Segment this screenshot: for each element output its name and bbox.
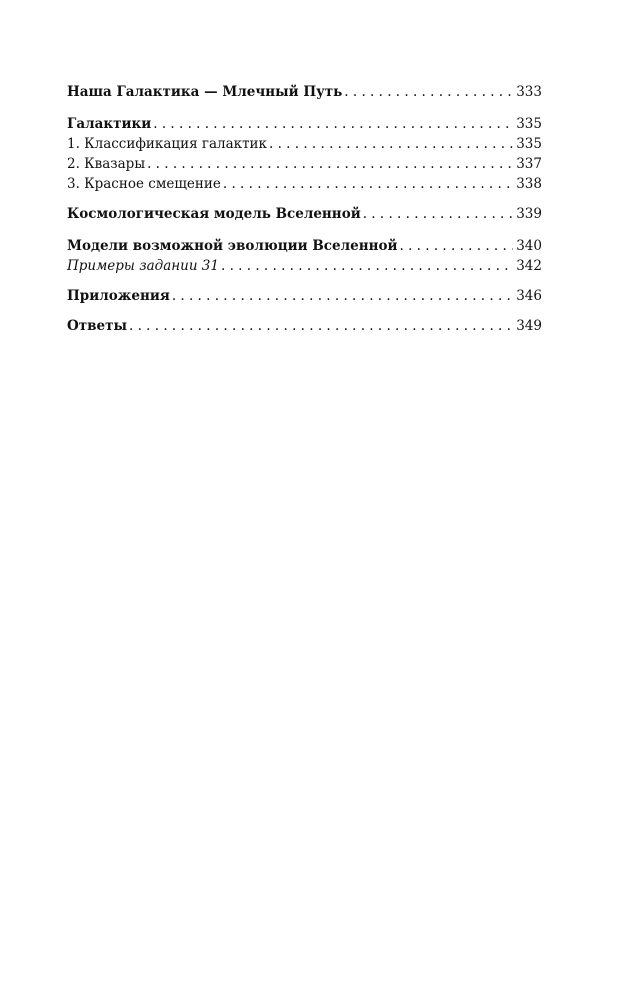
dot-leader [221,256,513,276]
toc-entry-title: 2. Квазары [67,156,146,172]
dot-leader [344,82,513,102]
toc-entry-page: 346 [516,288,542,304]
toc-entry-page: 338 [516,176,542,192]
dot-leader [147,154,513,174]
toc-entry-title: 3. Красное смещение [67,176,221,192]
table-of-contents [67,82,542,336]
toc-entry-title: Примеры задании 31 [67,258,219,274]
dot-leader [400,236,514,256]
toc-entry-title: Наша Галактика — Млечный Путь [67,84,343,100]
toc-entry-title: 1. Классификация галактик [67,136,267,152]
toc-entry[interactable] [67,154,542,174]
toc-entry-page: 335 [516,136,542,152]
dot-leader [153,114,513,134]
toc-entry-page: 349 [516,318,542,334]
toc-entry-title: Ответы [67,318,127,334]
toc-entry-page: 339 [516,206,542,222]
dot-leader [129,316,513,336]
dot-leader [223,174,513,194]
toc-entry[interactable] [67,174,542,194]
toc-entry-page: 333 [516,84,542,100]
toc-entry-page: 337 [516,156,542,172]
toc-entry[interactable] [67,134,542,154]
dot-leader [363,204,514,224]
toc-entry[interactable] [67,256,542,276]
toc-entry-title: Галактики [67,116,152,132]
toc-entry-title: Модели возможной эволюции Вселенной [67,238,398,254]
dot-leader [172,286,513,306]
toc-entry-page: 342 [516,258,542,274]
toc-entry-page: 340 [516,238,542,254]
toc-entry[interactable] [67,82,542,102]
toc-entry-title: Космологическая модель Вселенной [67,206,361,222]
toc-entry-title: Приложения [67,288,170,304]
toc-entry-page: 335 [516,116,542,132]
toc-entry[interactable] [67,114,542,134]
toc-entry[interactable] [67,236,542,256]
dot-leader [269,134,513,154]
toc-entry[interactable] [67,286,542,306]
toc-entry[interactable] [67,316,542,336]
toc-entry[interactable] [67,204,542,224]
